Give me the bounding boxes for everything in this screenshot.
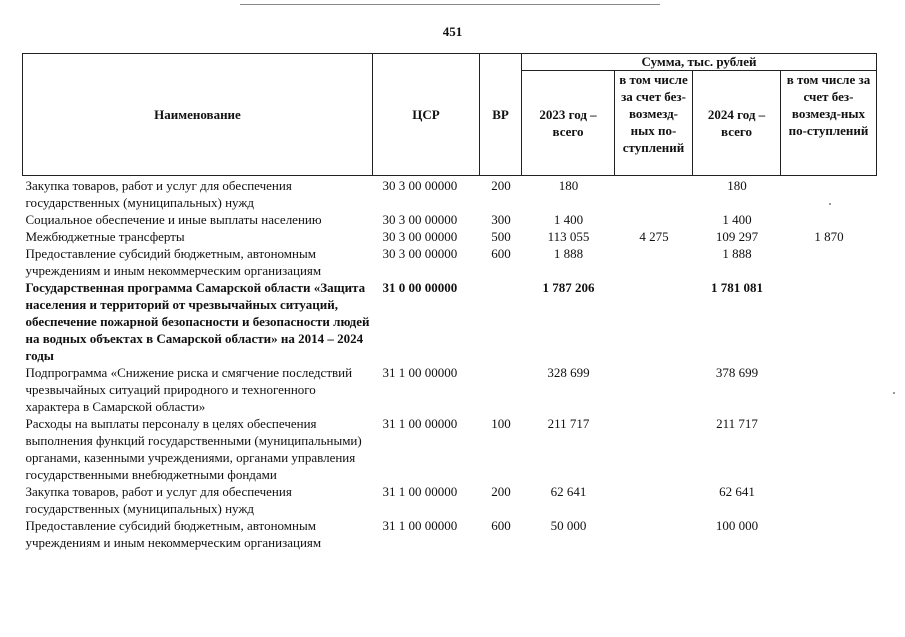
row-vr: 500	[491, 229, 511, 244]
row-sum-2024: 378 699	[715, 365, 759, 380]
row-name: Закупка товаров, работ и услуг для обеспечения государственных (муниципальных) нужд	[25, 178, 292, 210]
header-2024-gratuitous: в том числе за счет без-возмезд-ных по-ступлений	[781, 71, 877, 176]
row-sum-2024: 211 717	[716, 416, 758, 431]
row-vr: 200	[491, 178, 511, 193]
row-sum-2023-gratuitous	[615, 415, 693, 483]
row-sum-2023: 62 641	[550, 484, 587, 499]
row-name: Закупка товаров, работ и услуг для обеспечения государственных (муниципальных) нужд	[25, 484, 292, 516]
row-vr	[480, 279, 522, 364]
row-sum-2024: 109 297	[715, 229, 759, 244]
row-sum-2024-gratuitous	[781, 279, 877, 364]
header-vr: ВР	[480, 54, 522, 176]
row-sum-2024-gratuitous	[781, 483, 877, 517]
row-sum-2023: 1 888	[553, 246, 584, 261]
row-csr: 31 1 00 00000	[382, 416, 458, 431]
row-sum-2023: 211 717	[547, 416, 590, 431]
row-csr: 30 3 00 00000	[382, 178, 458, 193]
row-sum-2024: 1 888	[722, 246, 752, 261]
row-name: Социальное обеспечение и иные выплаты населению	[25, 212, 322, 227]
row-sum-2024-gratuitous	[781, 517, 877, 551]
header-name: Наименование	[23, 54, 373, 176]
row-sum-2024: 1 781 081	[711, 280, 763, 295]
row-vr: 300	[491, 212, 511, 227]
budget-table	[22, 53, 877, 551]
row-sum-2024-gratuitous: 1 870	[814, 229, 844, 244]
header-csr: ЦСР	[373, 54, 480, 176]
table-header	[23, 54, 877, 176]
row-sum-2023-gratuitous	[615, 517, 693, 551]
header-2023-gratuitous: в том числе за счет без-возмезд-ных по-ступлений	[615, 71, 693, 176]
row-sum-2024-gratuitous	[781, 176, 877, 212]
row-sum-2024: 1 400	[722, 212, 752, 227]
row-sum-2023: 1 400	[553, 212, 584, 227]
row-sum-2024: 62 641	[719, 484, 755, 499]
table-row	[23, 415, 877, 483]
row-vr: 100	[491, 416, 511, 431]
row-sum-2023: 113 055	[547, 229, 590, 244]
row-name: Межбюджетные трансферты	[25, 229, 185, 244]
row-csr: 31 0 00 00000	[382, 280, 458, 295]
scan-edge-line	[240, 4, 660, 5]
row-csr: 30 3 00 00000	[382, 212, 458, 227]
row-sum-2023-gratuitous	[615, 211, 693, 228]
row-name: Подпрограмма «Снижение риска и смягчение последствий чрезвычайных ситуаций природного и техногенного характера в Самарской области»	[25, 365, 353, 414]
row-sum-2023-gratuitous	[615, 364, 693, 415]
row-name: Предоставление субсидий бюджетным, автономным учреждениям и иным некоммерческим организациям	[25, 246, 322, 278]
row-csr: 30 3 00 00000	[382, 246, 458, 261]
row-sum-2024: 100 000	[715, 518, 759, 533]
page-number: 451	[442, 24, 463, 39]
row-sum-2023-gratuitous: 4 275	[639, 229, 669, 244]
table-row	[23, 228, 877, 245]
table-row	[23, 211, 877, 228]
row-name: Предоставление субсидий бюджетным, автономным учреждениям и иным некоммерческим организациям	[25, 518, 322, 550]
row-vr: 600	[491, 246, 511, 261]
table-row	[23, 483, 877, 517]
row-vr	[480, 364, 522, 415]
table-row	[23, 176, 877, 212]
table-row	[23, 279, 877, 364]
table-row	[23, 245, 877, 279]
row-csr: 31 1 00 00000	[382, 484, 458, 499]
row-vr: 200	[491, 484, 511, 499]
row-sum-2023-gratuitous	[615, 483, 693, 517]
row-sum-2024-gratuitous	[781, 415, 877, 483]
row-sum-2023-gratuitous	[615, 279, 693, 364]
row-sum-2023: 180	[558, 178, 579, 193]
row-sum-2024-gratuitous	[781, 364, 877, 415]
row-sum-2023: 1 787 206	[542, 280, 595, 295]
row-sum-2023: 50 000	[550, 518, 587, 533]
row-sum-2024-gratuitous	[781, 245, 877, 279]
row-name: Государственная программа Самарской области «Защита населения и территорий от чрезвычайных ситуаций, обеспечение пожарной безопасности и безопасности людей на водных объектах в Самарской области» на 2014 – 2024 годы	[25, 280, 370, 363]
row-sum-2023-gratuitous	[615, 176, 693, 212]
row-csr: 31 1 00 00000	[382, 365, 458, 380]
table-row	[23, 517, 877, 551]
table-body	[23, 176, 877, 552]
row-sum-2023-gratuitous	[615, 245, 693, 279]
row-vr: 600	[491, 518, 511, 533]
row-csr: 30 3 00 00000	[382, 229, 458, 244]
header-2024-total: 2024 год – всего	[693, 71, 781, 176]
scan-speck	[829, 203, 831, 205]
header-2023-total: 2023 год – всего	[522, 71, 615, 176]
scan-speck	[893, 392, 895, 394]
row-sum-2024: 180	[727, 178, 747, 193]
row-sum-2023: 328 699	[547, 365, 590, 380]
row-name: Расходы на выплаты персоналу в целях обеспечения выполнения функций государственными (муниципальными) органами, казенными учреждениями, органами управления государственными внебюджетными фондами	[25, 416, 362, 482]
row-csr: 31 1 00 00000	[382, 518, 458, 533]
table-row	[23, 364, 877, 415]
row-sum-2024-gratuitous	[781, 211, 877, 228]
header-sum-group: Сумма, тыс. рублей	[522, 54, 877, 71]
